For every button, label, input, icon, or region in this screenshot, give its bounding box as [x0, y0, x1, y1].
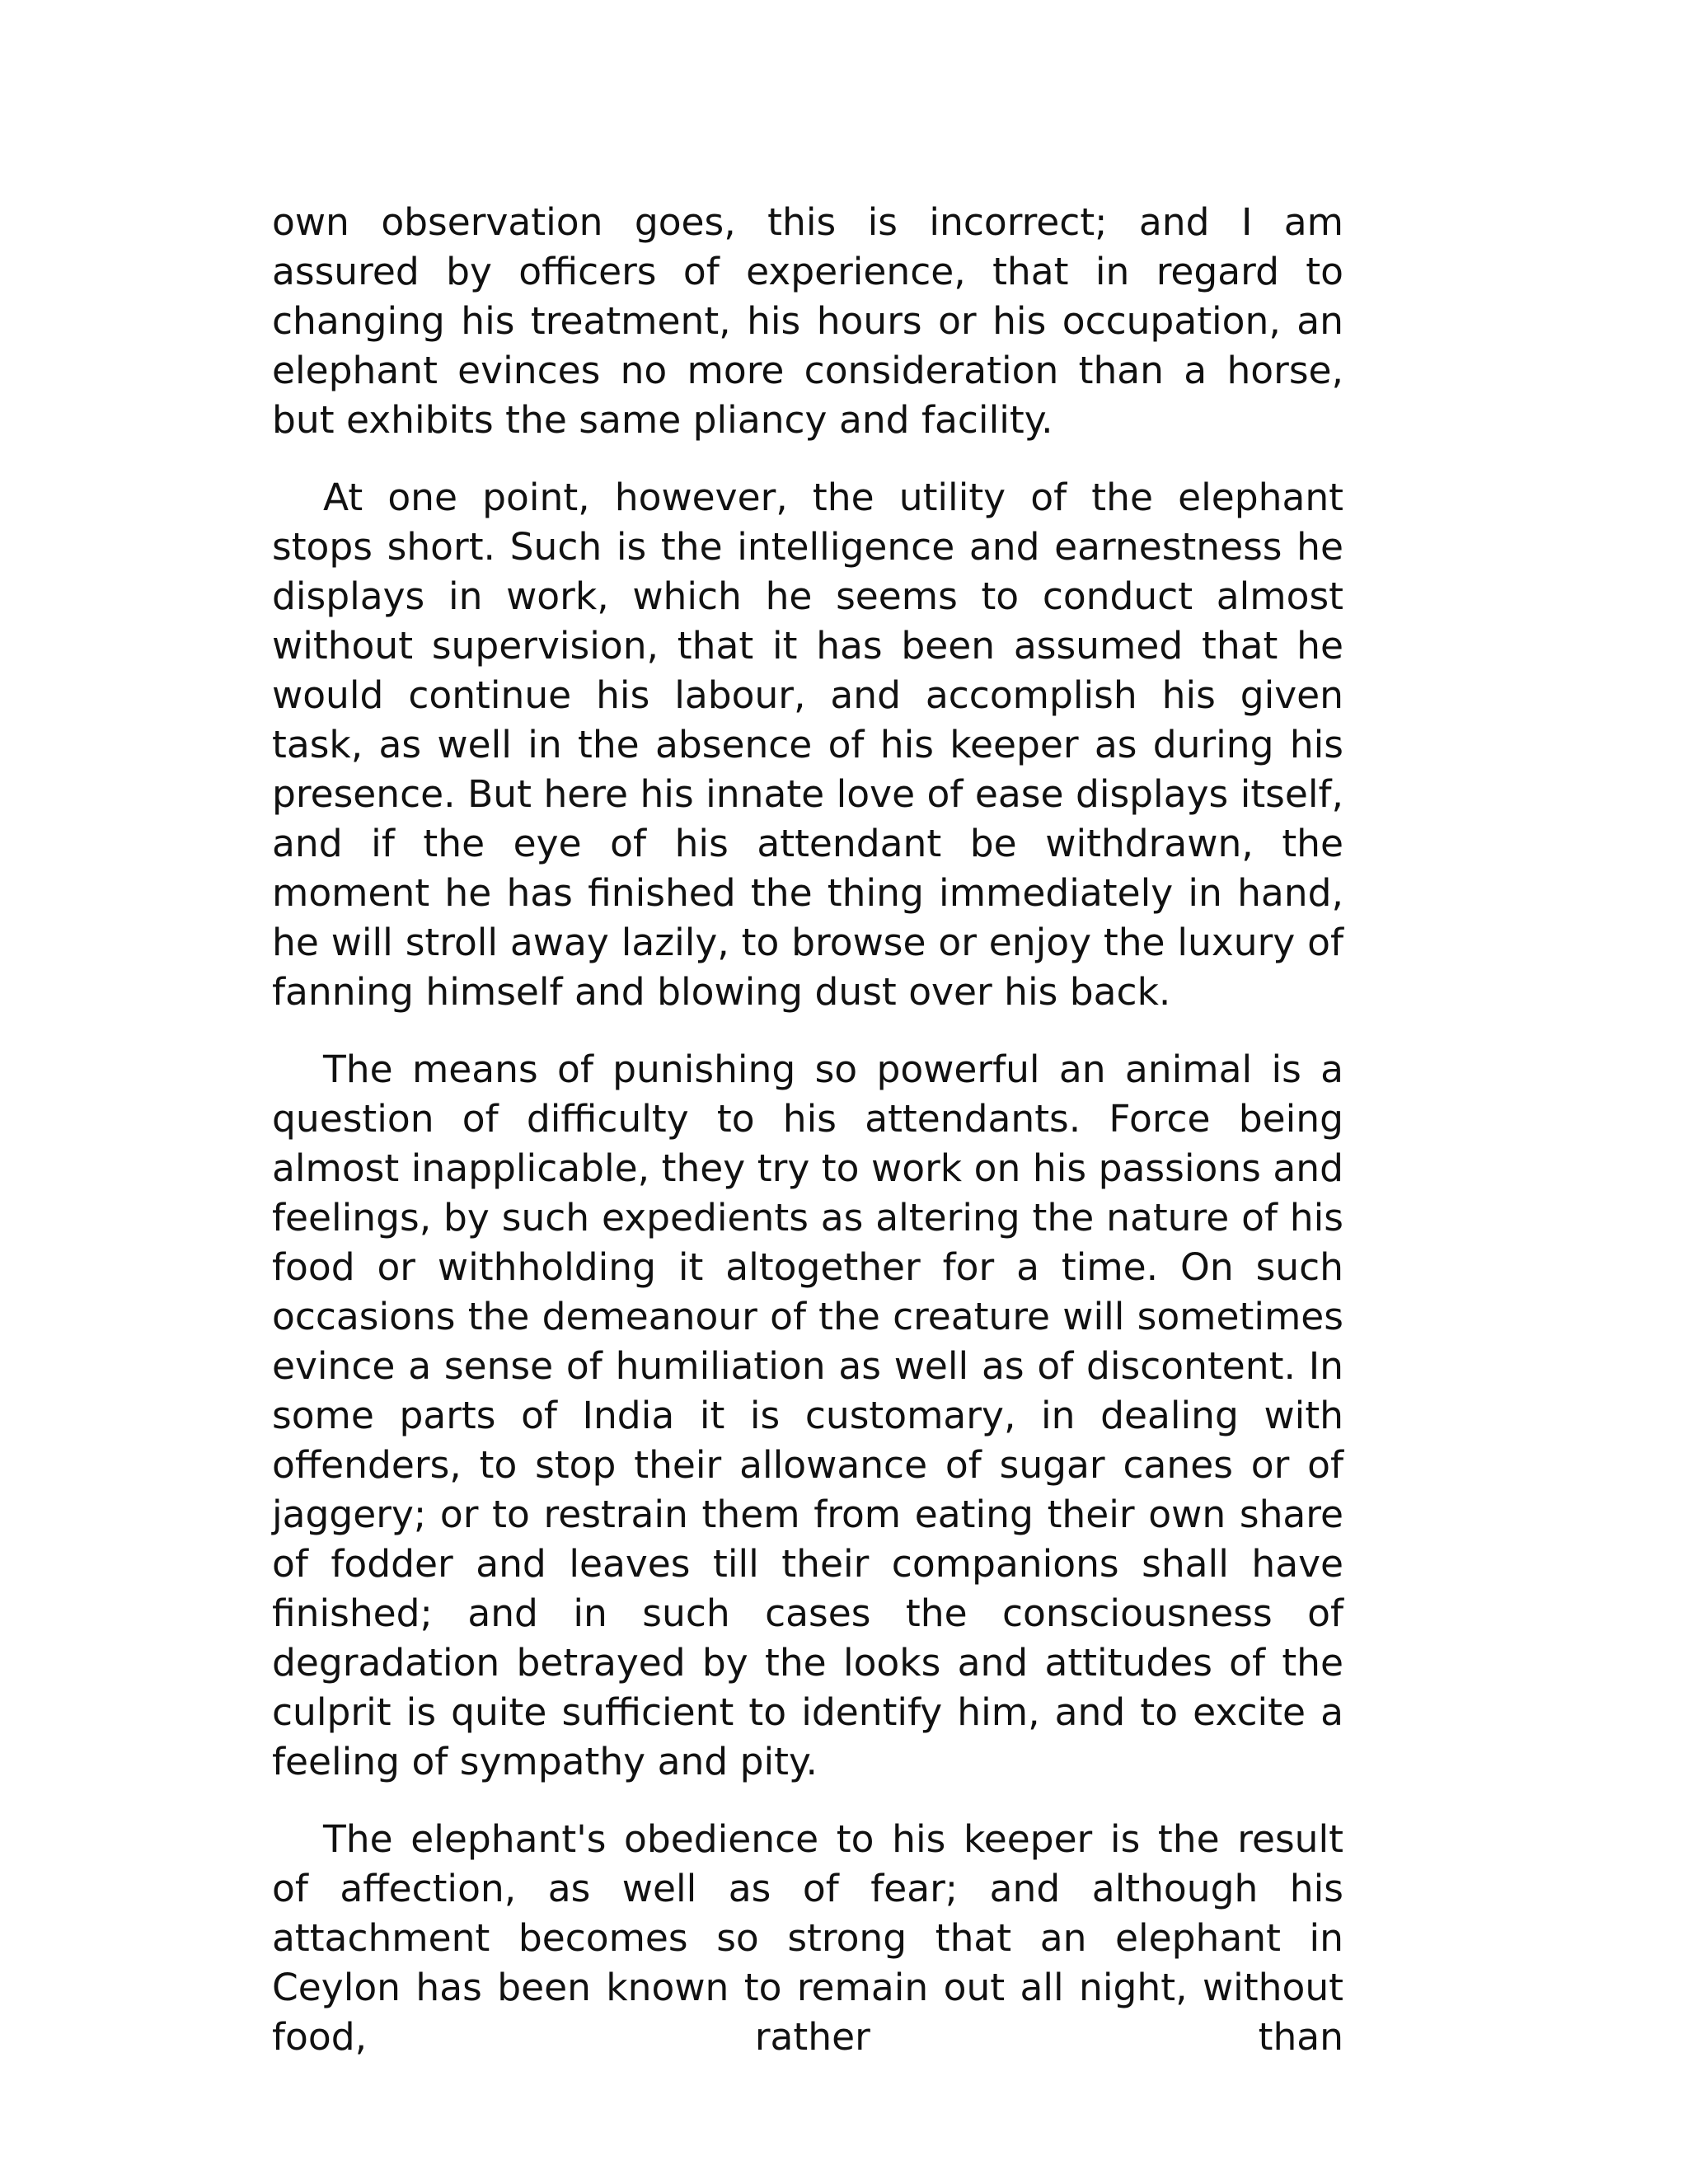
book-page: [272, 198, 1343, 2090]
paragraph-1: own observation goes, this is incorrect; and I am assured by officers of experience, that in regard to changing his treatment, his hours or his occupation, an elephant evinces no more consideration than a horse, but exhibits the same pliancy and facility.: [272, 200, 1343, 442]
paragraph-2: At one point, however, the utility of the elephant stops short. Such is the intelligence and earnestness he displays in work, which he seems to conduct almost without supervision, that it has been assumed that he would continue his labour, and accomplish his given task, as well in the absence of his keeper as during his presence. But here his innate love of ease displays itself, and if the eye of his attendant be withdrawn, the moment he has finished the thing immediately in hand, he will stroll away lazily, to browse or enjoy the luxury of fanning himself and blowing dust over his back.: [272, 476, 1343, 1014]
paragraph-4: The elephant's obedience to his keeper is the result of affection, as well as of fear; and although his attachment becomes so strong that an elephant in Ceylon has been known to remain out all night, without food, rather than: [272, 1817, 1343, 2059]
paragraph-3: The means of punishing so powerful an animal is a question of difficulty to his attendants. Force being almost inapplicable, they try to work on his passions and feelings, by such expedients as altering the nature of his food or withholding it altogether for a time. On such occasions the demeanour of the creature will sometimes evince a sense of humiliation as well as of discontent. In some parts of India it is customary, in dealing with offenders, to stop their allowance of sugar canes or of jaggery; or to restrain them from eating their own share of fodder and leaves till their companions shall have finished; and in such cases the consciousness of degradation betrayed by the looks and attitudes of the culprit is quite sufficient to identify him, and to excite a feeling of sympathy and pity.: [272, 1047, 1343, 1783]
